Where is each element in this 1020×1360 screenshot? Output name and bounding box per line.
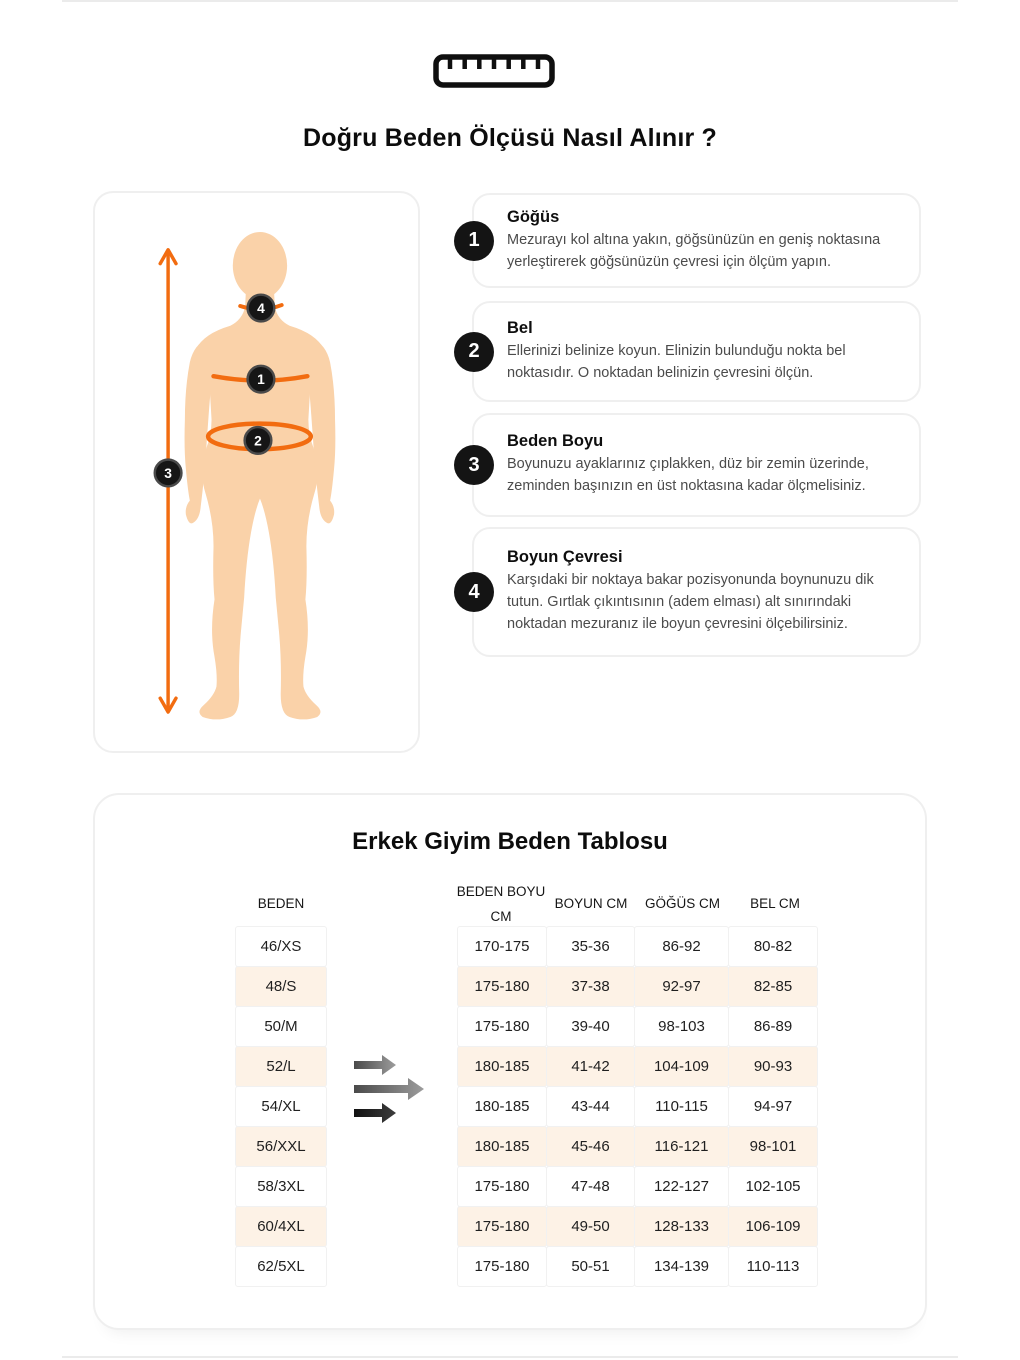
transfer-arrows-icon (354, 1053, 426, 1123)
size-cell: 60/4XL (235, 1206, 327, 1247)
instruction-title: Beden Boyu (507, 432, 604, 451)
instruction-title: Boyun Çevresi (507, 548, 623, 567)
instruction-title: Göğüs (507, 207, 560, 226)
size-cell: 48/S (235, 966, 327, 1007)
table-cell: 86-89 (728, 1006, 818, 1047)
table-cell: 98-103 (634, 1006, 729, 1047)
table-cell: 47-48 (546, 1166, 635, 1207)
table-cell: 128-133 (634, 1206, 729, 1247)
table-cell: 41-42 (546, 1046, 635, 1087)
step-number-badge: 2 (454, 332, 494, 372)
column-header-height: BEDEN BOYU CM (456, 884, 546, 924)
table-row (457, 1166, 818, 1207)
table-cell: 37-38 (546, 966, 635, 1007)
table-cell: 170-175 (457, 926, 547, 967)
table-cell: 92-97 (634, 966, 729, 1007)
step-number-badge: 1 (454, 221, 494, 261)
table-row (457, 1246, 818, 1287)
instruction-card-waist (468, 301, 921, 402)
table-row (457, 926, 818, 967)
page-title: Doğru Beden Ölçüsü Nasıl Alınır ? (302, 124, 718, 152)
table-row (457, 1046, 818, 1087)
column-header-neck: BOYUN CM (554, 896, 628, 911)
size-cell: 52/L (235, 1046, 327, 1087)
table-cell: 102-105 (728, 1166, 818, 1207)
table-cell: 110-113 (728, 1246, 818, 1287)
size-cell: 62/5XL (235, 1246, 327, 1287)
table-row (457, 1006, 818, 1047)
table-cell: 175-180 (457, 1206, 547, 1247)
size-column (235, 926, 327, 1287)
table-cell: 82-85 (728, 966, 818, 1007)
bottom-divider (62, 1356, 958, 1358)
waist-badge (245, 427, 272, 454)
step-number-badge: 4 (454, 572, 494, 612)
table-cell: 175-180 (457, 1246, 547, 1287)
table-cell: 80-82 (728, 926, 818, 967)
table-cell: 35-36 (546, 926, 635, 967)
table-cell: 98-101 (728, 1126, 818, 1167)
instruction-text: Boyunuzu ayaklarınız çıplakken, düz bir zemin üzerinde, zeminden başınızın en üst noktasına kadar ölçmelisiniz. (507, 456, 869, 494)
table-cell: 43-44 (546, 1086, 635, 1127)
table-cell: 90-93 (728, 1046, 818, 1087)
size-cell: 58/3XL (235, 1166, 327, 1207)
body-measurement-figure-card (93, 191, 420, 753)
size-table-card (93, 793, 927, 1330)
table-cell: 106-109 (728, 1206, 818, 1247)
table-cell: 86-92 (634, 926, 729, 967)
instruction-title: Bel (507, 318, 533, 337)
instruction-card-chest (468, 193, 921, 288)
table-cell: 175-180 (457, 1166, 547, 1207)
instruction-card-height (468, 413, 921, 517)
table-cell: 45-46 (546, 1126, 635, 1167)
column-header-chest: GÖĞÜS CM (644, 896, 720, 911)
table-cell: 94-97 (728, 1086, 818, 1127)
table-cell: 180-185 (457, 1126, 547, 1167)
size-cell: 54/XL (235, 1086, 327, 1127)
table-cell: 180-185 (457, 1086, 547, 1127)
table-cell: 104-109 (634, 1046, 729, 1087)
table-cell: 175-180 (457, 966, 547, 1007)
svg-text:1: 1 (257, 371, 265, 388)
size-cell: 46/XS (235, 926, 327, 967)
chest-badge (248, 366, 275, 393)
table-row (457, 1126, 818, 1167)
size-table-title: Erkek Giyim Beden Tablosu (352, 828, 668, 855)
table-cell: 110-115 (634, 1086, 729, 1127)
table-row (457, 1206, 818, 1247)
table-cell: 116-121 (634, 1126, 729, 1167)
neck-badge (248, 295, 275, 322)
height-badge (155, 460, 182, 487)
svg-text:3: 3 (164, 464, 172, 481)
table-row (457, 966, 818, 1007)
table-cell: 39-40 (546, 1006, 635, 1047)
table-cell: 175-180 (457, 1006, 547, 1047)
top-divider (62, 0, 958, 2)
step-number-badge: 3 (454, 445, 494, 485)
table-cell: 49-50 (546, 1206, 635, 1247)
size-cell: 50/M (235, 1006, 327, 1047)
svg-text:4: 4 (257, 299, 265, 316)
instruction-card-neck (468, 527, 921, 657)
instruction-text: Karşıdaki bir noktaya bakar pozisyonunda boynunuzu dik tutun. Gırtlak çıkıntısının (adem elması) alt sınırındaki noktadan mezuranız ile boyun çevresini ölçebilirsiniz. (507, 572, 874, 632)
column-header-size: BEDEN (257, 896, 305, 911)
measurement-grid (457, 926, 818, 1287)
size-cell: 56/XXL (235, 1126, 327, 1167)
column-header-waist: BEL CM (750, 896, 800, 911)
body-measurement-figure (95, 193, 418, 751)
ruler-icon (433, 54, 555, 88)
table-cell: 134-139 (634, 1246, 729, 1287)
instruction-text: Ellerinizi belinize koyun. Elinizin bulunduğu nokta bel noktasıdır. O noktadan belinizin çevresini ölçün. (507, 342, 846, 381)
table-row (457, 1086, 818, 1127)
table-cell: 122-127 (634, 1166, 729, 1207)
svg-text:2: 2 (254, 432, 262, 449)
table-cell: 180-185 (457, 1046, 547, 1087)
table-cell: 50-51 (546, 1246, 635, 1287)
instruction-text: Mezurayı kol altına yakın, göğsünüzün en geniş noktasına yerleştirerek göğsünüzün çevresi için ölçüm yapın. (507, 231, 881, 270)
